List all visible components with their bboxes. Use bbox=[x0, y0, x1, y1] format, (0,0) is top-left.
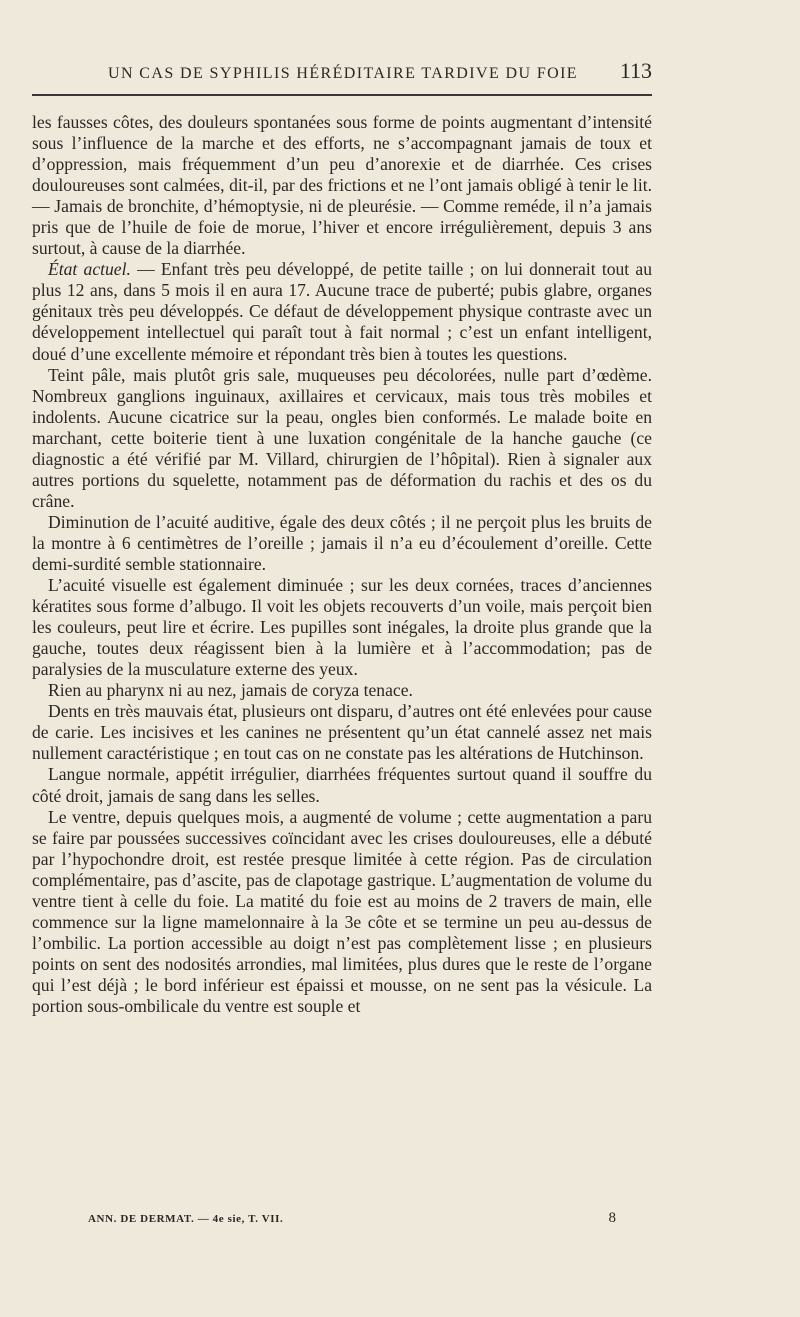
paragraph-5: L’acuité visuelle est également diminuée ; sur les deux cornées, traces d’anciennes kératites sous forme d’albugo. Il voit les objets recouverts d’un voile, mais perçoit bien les couleurs, peut lire et écrire. Les pupilles sont inégales, la droite plus grande que la gauche, toutes deux réagissent bien à la lumière et à l’accommodation; pas de paralysies de la musculature externe des yeux. bbox=[32, 575, 652, 680]
journal-reference: ANN. DE DERMAT. — 4e sie, T. VII. bbox=[88, 1213, 284, 1225]
paragraph-2 bbox=[32, 259, 652, 364]
etat-actuel-label: État actuel. bbox=[48, 259, 131, 280]
page-number: 113 bbox=[619, 58, 652, 83]
page-footer bbox=[88, 1210, 616, 1227]
paragraph-6: Rien au pharynx ni au nez, jamais de coryza tenace. bbox=[48, 680, 413, 701]
header-rule bbox=[32, 94, 652, 96]
paragraph-8: Langue normale, appétit irrégulier, diarrhées fréquentes surtout quand il souffre du côté droit, jamais de sang dans les selles. bbox=[32, 764, 652, 806]
paragraph-3: Teint pâle, mais plutôt gris sale, muqueuses peu décolorées, nulle part d’œdème. Nombreux ganglions inguinaux, axillaires et cervicaux, mais tous très mobiles et indolents. Aucune cicatrice sur la peau, ongles bien conformés. Le malade boite en marchant, cette boiterie tient à une luxation congénitale de la hanche gauche (ce diagnostic a été vérifié par M. Villard, chirurgien de l’hôpital). Rien à signaler aux autres portions du squelette, notamment pas de déformation du rachis et des os du crâne. bbox=[32, 364, 652, 511]
paragraph-2-text: — Enfant très peu développé, de petite taille ; on lui donnerait tout au plus 12 ans, dans 5 mois il en aura 17. Aucune trace de puberté; pubis glabre, organes génitaux très peu développés. Ce défaut de développement physique contraste avec un développement intellectuel qui paraît tout à fait normal ; c’est un enfant intelligent, doué d’une excellente mémoire et répondant très bien à toutes les questions. bbox=[32, 259, 652, 364]
paragraph-9: Le ventre, depuis quelques mois, a augmenté de volume ; cette augmentation a paru se faire par poussées successives coïncidant avec les crises douloureuses, elle a débuté par l’hypochondre droit, est restée presque limitée à cette région. Pas de circulation complémentaire, pas d’ascite, pas de clapotage gastrique. L’augmentation de volume du ventre tient à celle du foie. La matité du foie est au moins de 2 travers de main, elle commence sur la ligne mamelonnaire à la 3e côte et se termine un peu au-dessus de l’ombilic. La portion accessible au doigt n’est pas complètement lisse ; en plusieurs points on sent des nodosités arrondies, mal limitées, plus dures que le reste de l’organe qui l’est déjà ; le bord inférieur est épaissi et mousse, on ne sent pas la vésicule. La portion sous-ombilicale du ventre est souple et bbox=[32, 806, 652, 1016]
paragraph-4: Diminution de l’acuité auditive, égale des deux côtés ; il ne perçoit plus les bruits de la montre à 6 centimètres de l’oreille ; jamais il n’a eu d’écoulement d’oreille. Cette demi-surdité semble stationnaire. bbox=[32, 511, 652, 574]
paragraph-1: les fausses côtes, des douleurs spontanées sous forme de points augmentant d’intensité sous l’influence de la marche et des efforts, ne s’accompagnant jamais de toux et d’oppression, mais fréquemment d’un peu d’anorexie et de diarrhée. Ces crises douloureuses sont calmées, dit-il, par des frictions et ne l’ont jamais obligé à tenir le lit. — Jamais de bronchite, d’hémoptysie, ni de pleurésie. — Comme reméde, il n’a jamais pris que de l’huile de foie de morue, l’hiver et encore irrégulièrement, depuis 3 ans surtout, à cause de la diarrhée. bbox=[32, 112, 652, 259]
running-title: UN CAS DE SYPHILIS HÉRÉDITAIRE TARDIVE DU FOIE bbox=[108, 65, 578, 82]
body-text bbox=[32, 112, 652, 1017]
signature-mark: 8 bbox=[608, 1210, 616, 1226]
running-header bbox=[32, 58, 652, 84]
paragraph-7: Dents en très mauvais état, plusieurs ont disparu, d’autres ont été enlevées pour cause de carie. Les incisives et les canines ne présentent qu’un état cannelé assez net mais nullement caractéristique ; en tout cas on ne constate pas les altérations de Hutchinson. bbox=[32, 701, 652, 764]
